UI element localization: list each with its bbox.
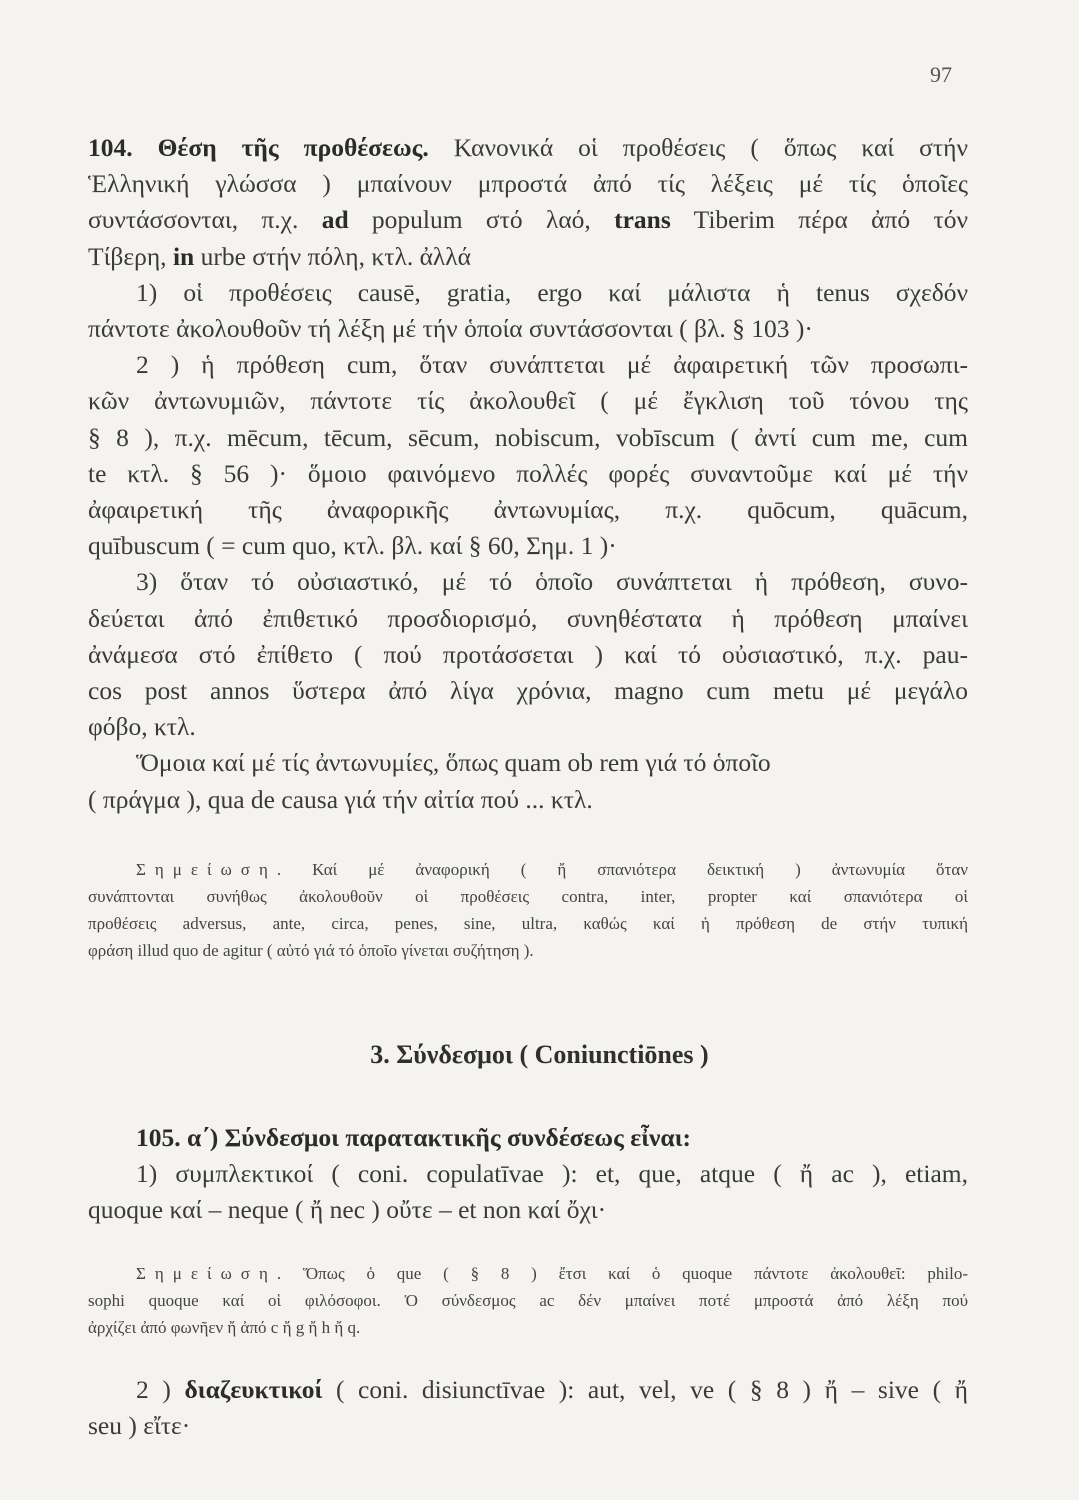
section-104 (88, 130, 968, 818)
text-line: Τίβερη, in urbe στήν πόλη, κτλ. ἀλλά (88, 241, 472, 271)
text-line: 3) ὅταν τό οὐσιαστικό, μέ τό ὁποῖο συνάπτεται ἡ πρόθεση, συνο- (136, 567, 968, 597)
text-line: δεύεται ἀπό ἐπιθετικό προσδιορισμό, συνηθέστατα ἡ πρόθεση μπαίνει (88, 603, 968, 633)
section-heading: 3. Σύνδεσμοι ( Coniunctiōnes ) (370, 1040, 709, 1069)
text-line: 104. Θέση τῆς προθέσεως. Κανονικά οἱ προθέσεις ( ὅπως καί στήν (88, 133, 968, 162)
page-number: 97 (930, 62, 952, 87)
note-line: Σημείωση. Ὅπως ὁ que ( § 8 ) ἔτσι καί ὁ quoque πάντοτε ἀκολουθεῖ: philo- (136, 1264, 968, 1283)
note-label: Σημείωση (136, 860, 277, 879)
note-line: φράση illud quo de agitur ( αὐτό γιά τό ὁποῖο γίνεται συζήτηση ). (88, 941, 534, 960)
text-line: ἀνάμεσα στό ἐπίθετο ( πού προτάσσεται ) καί τό οὐσιαστικό, π.χ. pau- (88, 639, 968, 669)
note-line: ἀρχίζει ἀπό φωνῆεν ἤ ἀπό c ἤ g ἤ h ἤ q. (88, 1318, 361, 1337)
text-line: quībuscum ( = cum quo, κτλ. βλ. καί § 60, Σημ. 1 )· (88, 531, 617, 561)
text-line: seu ) εἴτε· (88, 1411, 191, 1441)
text-line: Ὅμοια καί μέ τίς ἀντωνυμίες, ὅπως quam ob rem γιά τό ὁποῖο (136, 748, 771, 778)
text-line: cos post annos ὕστερα ἀπό λίγα χρόνια, magno cum metu μέ μεγάλο (88, 676, 968, 706)
text-line: te κτλ. § 56 )· ὅμοιο φαινόμενο πολλές φορές συναντοῦμε καί μέ τήν (88, 458, 968, 488)
note-line: προθέσεις adversus, ante, circa, penes, sine, ultra, καθώς καί ἡ πρόθεση de στήν τυπική (88, 914, 968, 933)
text-line: 1) συμπλεκτικοί ( coni. copulatīvae ): et, que, atque ( ἤ ac ), etiam, (136, 1159, 968, 1189)
note-2 (88, 1260, 968, 1341)
text-line: κῶν ἀντωνυμιῶν, πάντοτε τίς ἀκολουθεῖ ( μέ ἔγκλιση τοῦ τόνου της (88, 386, 968, 416)
section-105-2 (88, 1372, 968, 1444)
text-line: 1) οἱ προθέσεις causē, gratia, ergo καί μάλιστα ἡ tenus σχεδόν (136, 277, 968, 307)
text-line: 2 ) ἡ πρόθεση cum, ὅταν συνάπτεται μέ ἀφαιρετική τῶν προσωπι- (136, 350, 968, 380)
section-105 (88, 1120, 968, 1229)
text-line: § 8 ), π.χ. mēcum, tēcum, sēcum, nobiscum, vobīscum ( ἀντί cum me, cum (88, 422, 968, 452)
text-line: συντάσσονται, π.χ. ad populum στό λαό, trans Tiberim πέρα ἀπό τόν (88, 205, 968, 235)
text-line: Ἑλληνική γλώσσα ) μπαίνουν μπροστά ἀπό τίς λέξεις μέ τίς ὁποῖες (88, 169, 968, 199)
section-title: 105. α΄) Σύνδεσμοι παρατακτικῆς συνδέσεως εἶναι: (136, 1123, 692, 1152)
text-line: ( πράγμα ), qua de causa γιά τήν αἰτία πού ... κτλ. (88, 784, 593, 814)
text-line: πάντοτε ἀκολουθοῦν τή λέξη μέ τήν ὁποία συντάσσονται ( βλ. § 103 )· (88, 314, 813, 344)
note-line: συνάπτονται συνήθως ἀκολουθοῦν οἱ προθέσεις contra, inter, propter καί σπανιότερα οἱ (88, 887, 968, 906)
text-line: quoque καί – neque ( ἤ nec ) οὔτε – et non καί ὄχι· (88, 1195, 607, 1225)
text-line: φόβο, κτλ. (88, 712, 196, 742)
note-1 (88, 856, 968, 964)
text-line: ἀφαιρετική τῆς ἀναφορικῆς ἀντωνυμίας, π.χ. quōcum, quācum, (88, 495, 968, 525)
text-line: 2 ) διαζευκτικοί ( coni. disiunctīvae ): aut, vel, ve ( § 8 ) ἤ – sive ( ἤ (136, 1375, 968, 1404)
note-label: Σημείωση (136, 1264, 277, 1283)
note-line: Σημείωση. Καί μέ ἀναφορική ( ἤ σπανιότερα δεικτική ) ἀντωνυμία ὅταν (136, 860, 968, 879)
note-line: sophi quoque καί οἱ φιλόσοφοι. Ὁ σύνδεσμος ac δέν μπαίνει ποτέ μπροστά ἀπό λέξη πού (88, 1291, 968, 1310)
